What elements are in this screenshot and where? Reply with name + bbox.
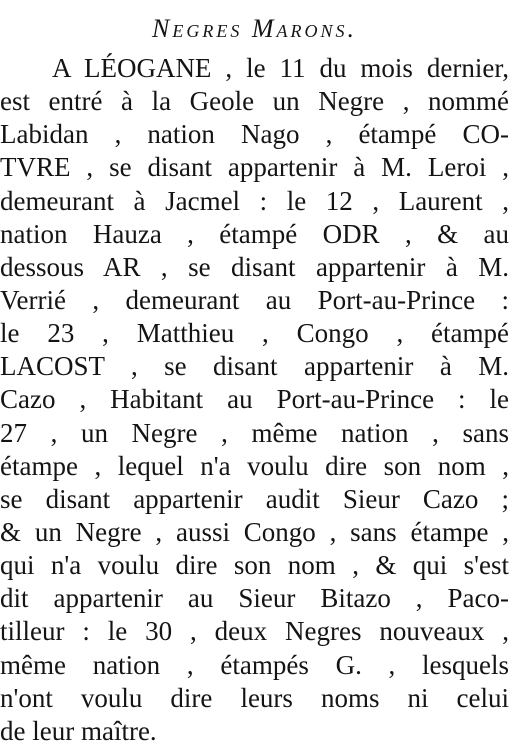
- text-line: LACOST , se disant appartenir à M.: [0, 351, 509, 382]
- text-line: A LÉOGANE , le 11 du mois dernier,: [52, 53, 509, 83]
- text-line: & un Negre , aussi Congo , sans étampe ,: [0, 517, 509, 547]
- text-line: nation Hauza , étampé ODR , & au: [0, 218, 509, 249]
- text-line: dessous AR , se disant appartenir à M.: [0, 251, 509, 282]
- text-line: le 23 , Matthieu , Congo , étampé: [0, 318, 509, 349]
- text-line: TVRE , se disant appartenir à M. Leroi ,: [0, 152, 509, 183]
- section-heading: Negres Marons.: [152, 14, 357, 43]
- text-line: Labidan , nation Nago , étampé CO-: [0, 119, 509, 150]
- text-line: dit appartenir au Sieur Bitazo , Paco-: [0, 583, 509, 614]
- text-line: de leur maître.: [0, 715, 157, 746]
- text-line: Cazo , Habitant au Port-au-Prince : le: [0, 384, 509, 415]
- text-line: même nation , étampés G. , lesquels: [0, 649, 509, 680]
- text-line: Verrié , demeurant au Port-au-Prince :: [0, 285, 509, 315]
- text-line: étampe , lequel n'a voulu dire son nom ,: [0, 450, 509, 481]
- text-line: n'ont voulu dire leurs noms ni celui: [0, 682, 509, 713]
- text-line: demeurant à Jacmel : le 12 , Laurent ,: [0, 185, 509, 216]
- text-line: se disant appartenir audit Sieur Cazo ;: [0, 483, 509, 514]
- text-line: 27 , un Negre , même nation , sans: [0, 417, 509, 448]
- text-line: est entré à la Geole un Negre , nommé: [0, 86, 509, 117]
- text-line: tilleur : le 30 , deux Negres nouveaux ,: [0, 616, 509, 647]
- text-line: qui n'a voulu dire son nom , & qui s'est: [0, 550, 509, 581]
